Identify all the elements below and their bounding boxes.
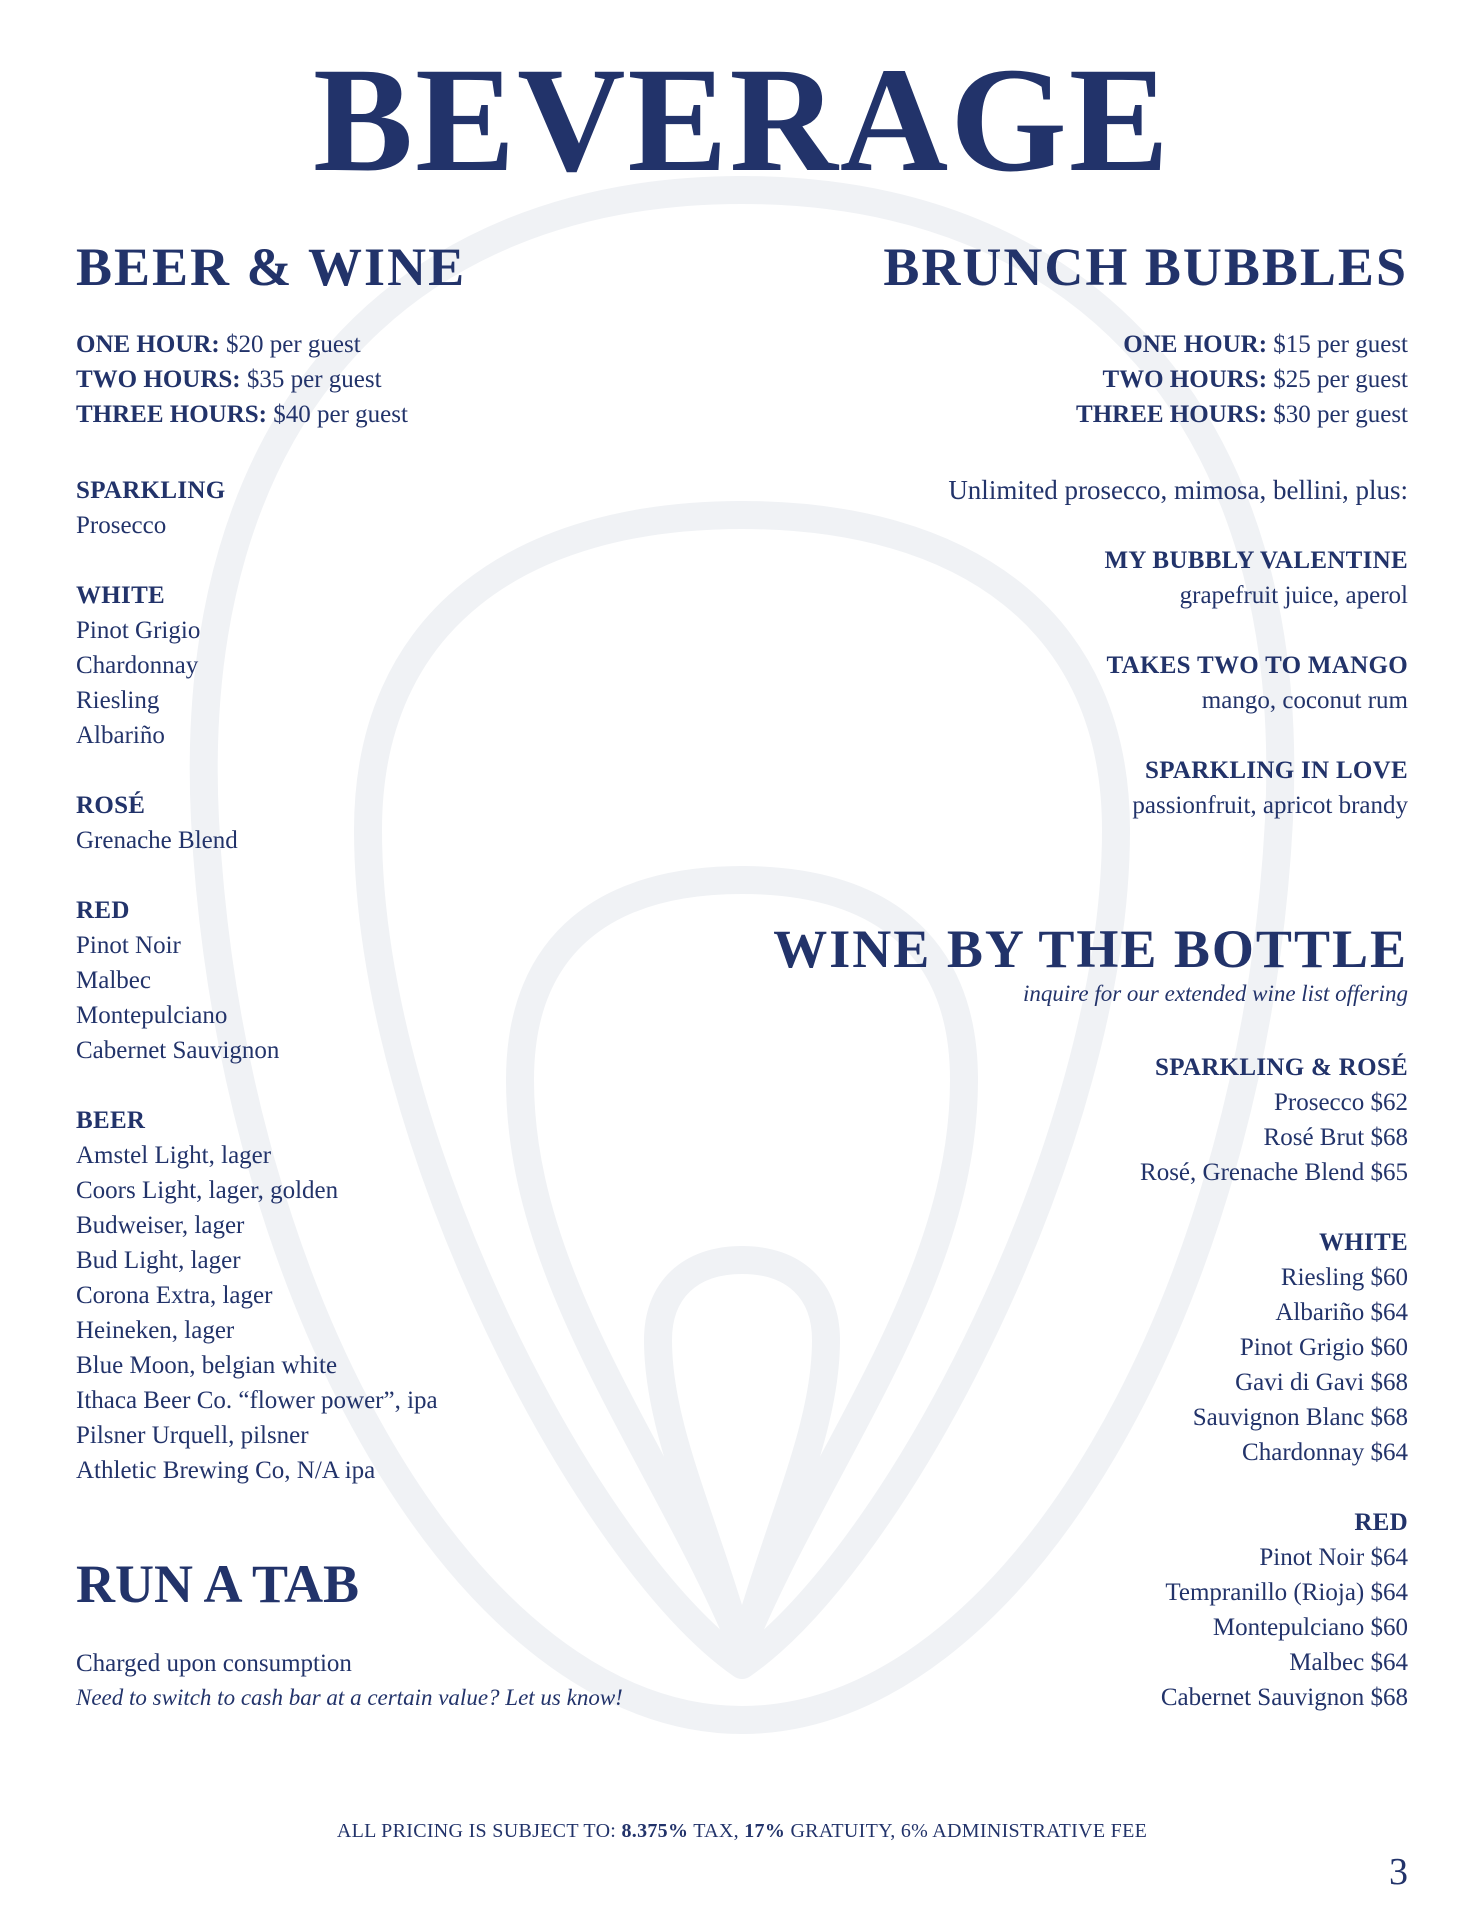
list-item: Cabernet Sauvignon — [76, 1037, 280, 1064]
brunch-bubbles-heading: BRUNCH BUBBLES — [883, 237, 1408, 297]
cocktail-name: SPARKLING IN LOVE — [1144, 757, 1408, 784]
section-label: ROSÉ — [76, 792, 146, 819]
pricing-label: ONE HOUR: — [76, 331, 220, 358]
list-item: Tempranillo (Rioja) $64 — [1165, 1579, 1408, 1606]
brunch-intro — [948, 473, 1408, 508]
pricing-row — [1076, 327, 1408, 362]
list-item: Gavi di Gavi $68 — [1235, 1369, 1408, 1396]
pricing-label: ONE HOUR: — [1123, 331, 1268, 358]
list-item: Pinot Grigio — [76, 617, 201, 644]
pricing-label: THREE HOURS: — [1076, 401, 1268, 428]
run-a-tab-text: Charged upon consumption — [76, 1650, 352, 1677]
pricing-value: $15 per guest — [1273, 331, 1408, 358]
pricing-row — [76, 397, 408, 432]
list-item: Rosé, Grenache Blend $65 — [1140, 1159, 1408, 1186]
pricing-value: $25 per guest — [1273, 366, 1408, 393]
list-item: Heineken, lager — [76, 1317, 235, 1344]
pricing-label: TWO HOURS: — [1102, 366, 1268, 393]
list-item: Chardonnay $64 — [1242, 1439, 1408, 1466]
bottle-white-section — [1193, 1225, 1408, 1470]
pricing-row — [1076, 362, 1408, 397]
run-a-tab-note: Need to switch to cash bar at a certain value? Let us know! — [76, 1685, 623, 1710]
footer-gratuity: 17% — [744, 1820, 786, 1842]
cocktail-name: TAKES TWO TO MANGO — [1106, 652, 1408, 679]
pricing-value: $40 per guest — [273, 401, 408, 428]
list-item: Rosé Brut $68 — [1263, 1124, 1408, 1151]
list-item: Prosecco $62 — [1274, 1089, 1408, 1116]
list-item: Cabernet Sauvignon $68 — [1160, 1684, 1408, 1711]
list-item: Grenache Blend — [76, 827, 238, 854]
pricing-value: $20 per guest — [226, 331, 361, 358]
brunch-intro-text: Unlimited prosecco, mimosa, bellini, plus: — [948, 475, 1408, 505]
wine-bottle-heading: WINE BY THE BOTTLE — [773, 919, 1408, 979]
pricing-row — [76, 362, 408, 397]
list-item: Chardonnay — [76, 652, 199, 679]
section-label: BEER — [76, 1107, 146, 1134]
pricing-footer — [0, 1820, 1484, 1843]
section-label: SPARKLING — [76, 477, 226, 504]
pricing-row — [1076, 397, 1408, 432]
list-item: Prosecco — [76, 512, 167, 539]
sparkling-section — [76, 473, 225, 543]
cocktail-desc: mango, coconut rum — [1201, 687, 1408, 714]
list-item: Montepulciano — [76, 1002, 228, 1029]
list-item: Riesling $60 — [1280, 1264, 1408, 1291]
section-label: RED — [76, 897, 130, 924]
cocktail-desc: grapefruit juice, aperol — [1179, 582, 1408, 609]
list-item: Albariño $64 — [1275, 1299, 1408, 1326]
list-item: Pinot Grigio $60 — [1239, 1334, 1408, 1361]
section-label: RED — [1354, 1509, 1408, 1536]
wine-bottle-subtitle-text: inquire for our extended wine list offering — [1023, 981, 1408, 1006]
beer-wine-pricing — [76, 327, 408, 432]
list-item: Pilsner Urquell, pilsner — [76, 1422, 309, 1449]
wine-bottle-subtitle — [1023, 977, 1408, 1010]
list-item: Pinot Noir — [76, 932, 181, 959]
footer-gratuity-suffix: GRATUITY, 6% ADMINISTRATIVE FEE — [785, 1820, 1148, 1842]
list-item: Montepulciano $60 — [1212, 1614, 1408, 1641]
list-item: Sauvignon Blanc $68 — [1192, 1404, 1408, 1431]
cocktail-desc: passionfruit, apricot brandy — [1132, 792, 1408, 819]
section-label: SPARKLING & ROSÉ — [1155, 1054, 1408, 1081]
cocktail-item — [1106, 648, 1408, 718]
beer-section — [76, 1103, 438, 1488]
white-section — [76, 578, 200, 753]
list-item: Pinot Noir $64 — [1259, 1544, 1408, 1571]
pricing-label: TWO HOURS: — [76, 366, 241, 393]
section-label: WHITE — [76, 582, 166, 609]
run-a-tab-heading: RUN A TAB — [76, 1554, 360, 1614]
list-item: Blue Moon, belgian white — [76, 1352, 338, 1379]
list-item: Malbec $64 — [1289, 1649, 1408, 1676]
cocktail-item — [1105, 543, 1408, 613]
page-number: 3 — [1389, 1851, 1408, 1893]
list-item: Albariño — [76, 722, 165, 749]
list-item: Amstel Light, lager — [76, 1142, 272, 1169]
list-item: Malbec — [76, 967, 151, 994]
pricing-row — [76, 327, 408, 362]
run-a-tab-body — [76, 1646, 623, 1714]
list-item: Ithaca Beer Co. “flower power”, ipa — [76, 1387, 438, 1414]
cocktail-name: MY BUBBLY VALENTINE — [1104, 547, 1408, 574]
bottle-red-section — [1161, 1505, 1408, 1715]
bottle-sparkling-rose-section — [1140, 1050, 1408, 1190]
beer-wine-heading: BEER & WINE — [76, 237, 467, 297]
pricing-value: $35 per guest — [246, 366, 382, 393]
list-item: Coors Light, lager, golden — [76, 1177, 339, 1204]
list-item: Corona Extra, lager — [76, 1282, 273, 1309]
red-section — [76, 893, 279, 1068]
list-item: Riesling — [76, 687, 160, 714]
list-item: Athletic Brewing Co, N/A ipa — [76, 1457, 376, 1484]
footer-tax: 8.375% — [621, 1820, 689, 1842]
footer-prefix: ALL PRICING IS SUBJECT TO: — [336, 1820, 622, 1842]
footer-tax-suffix: TAX, — [688, 1820, 745, 1842]
list-item: Bud Light, lager — [76, 1247, 241, 1274]
pricing-label: THREE HOURS: — [76, 401, 268, 428]
pricing-value: $30 per guest — [1273, 401, 1408, 428]
cocktail-item — [1132, 753, 1408, 823]
list-item: Budweiser, lager — [76, 1212, 245, 1239]
brunch-pricing — [1076, 327, 1408, 432]
page-title: BEVERAGE — [313, 37, 1171, 203]
rose-section — [76, 788, 238, 858]
section-label: WHITE — [1318, 1229, 1408, 1256]
